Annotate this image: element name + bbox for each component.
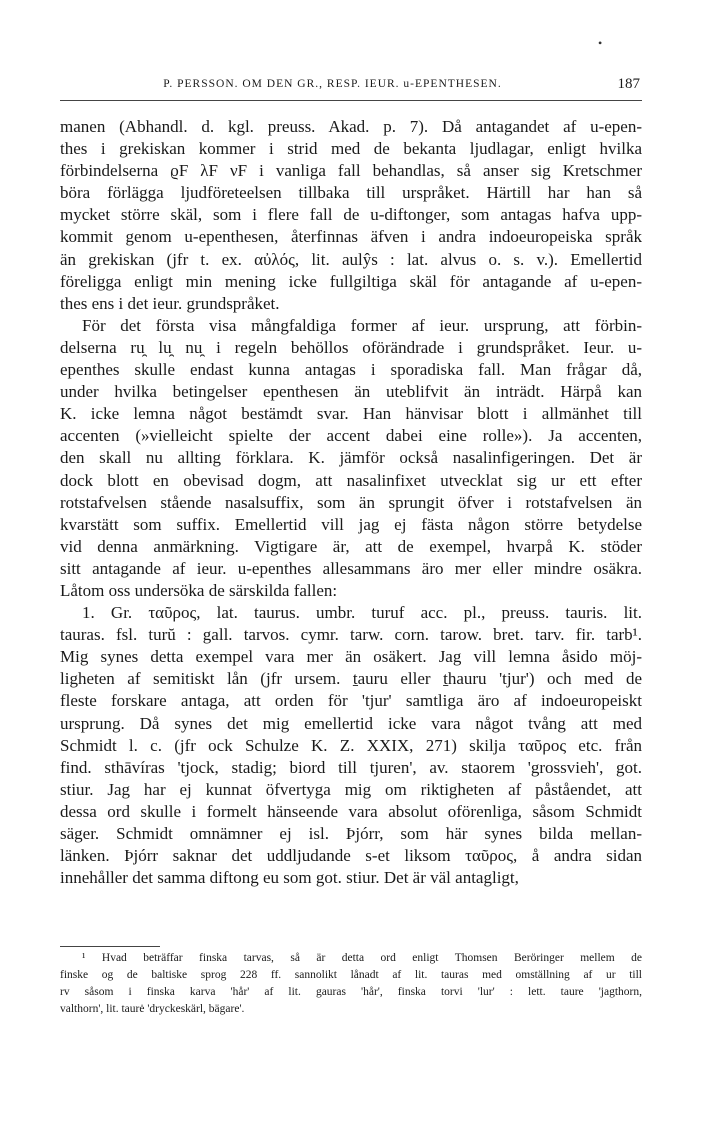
footnote-line: ¹ Hvad beträffar finska tarvas, så är detta ord enligt Thomsen Beröringer mellem de — [82, 952, 642, 964]
body-text-line: Schmidt l. c. (jfr ock Schulze K. Z. XXIX, 271) skilja ταῦρος etc. från — [60, 735, 642, 755]
body-text-line: epenthes skulle endast kunna antagas i sporadiska fall. Man frågar då, — [60, 360, 642, 380]
body-text-line: länken. Þjórr saknar det uddljudande s-et liksom ταῦρος, å andra sidan — [60, 846, 642, 866]
body-text-line: böra förlägga ljudföreteelsen tillbaka till urspråket. Härtill har han så — [60, 183, 642, 203]
body-text-line: vid denna anmärkning. Vigtigare är, att de exempel, hvarpå K. stöder — [60, 536, 642, 556]
body-text-line: find. sthāvíras 'tjock, stadig; biord till tjuren', av. staorem 'grossvieh', got. — [60, 757, 642, 777]
body-text-line: stiur. Jag har ej kunnat öfvertyga mig om riktigheten af påståendet, att — [60, 779, 642, 799]
running-head-title: P. PERSSON. OM DEN GR., RESP. IEUR. u-EPENTHESEN. — [163, 78, 502, 90]
corner-mark: • — [598, 36, 603, 50]
footnote-line: valthorn', lit. taurė 'dryckeskärl, bägare'. — [60, 1003, 245, 1015]
body-text-line: thes ens i det ieur. grundspråket. — [60, 293, 280, 313]
body-text-line: än grekiskan (jfr t. ex. αὐλός, lit. aulŷs : lat. alvus o. s. v.). Emellertid — [60, 249, 642, 269]
footnote-line: finske og de baltiske sprog 228 ff. sannolikt lånadt af lit. tauras med omställning af ur till — [60, 969, 642, 981]
body-text-line: mycket större skäl, som i flere fall de u-diftonger, som antagas hafva upp- — [60, 205, 642, 225]
body-text-line: rotstafvelsen stående nasalsuffix, som än sprungit öfver i rotstafvelsen än — [60, 492, 642, 512]
body-text — [60, 116, 642, 889]
footnote — [60, 950, 642, 1018]
body-text-line: thes i grekiskan kommer i strid med de bekanta ljudlagar, enligt hvilka — [60, 139, 642, 159]
body-text-line: förbindelserna ϱF λF νF i vanliga fall behandlas, så anser sig Kretschmer — [60, 161, 642, 181]
body-text-line: den skall nu allting förklara. K. jämför också nasalinfigeringen. Det är — [60, 448, 642, 468]
body-text-line: Mig synes detta exempel vara mer än osäkert. Jag vill lemna åsido möj- — [60, 647, 642, 667]
page-number: 187 — [617, 76, 640, 92]
body-text-line: delserna ru̯ lu̯ nu̯ i regeln behöllos oförändrade i grundspråket. Ieur. u- — [60, 337, 642, 357]
body-text-line: kvarstätt som suffix. Emellertid vill jag ej fästa någon större betydelse — [60, 514, 642, 534]
body-text-line: fleste forskare antaga, att orden för 'tjur' samtliga äro af indoeuropeiskt — [60, 691, 642, 711]
header-rule — [60, 100, 642, 101]
body-text-line: sitt antagande af ieur. u-epenthes allesammans äro mer eller mindre osäkra. — [60, 558, 642, 578]
body-text-line: kommit genom u-epenthesen, återfinnas äfven i andra indoeuropeiska språk — [60, 227, 642, 247]
body-text-line: säger. Schmidt omnämner ej isl. Þjórr, som här synes bilda mellan- — [60, 824, 642, 843]
body-text-line: 1. Gr. ταῦρος, lat. taurus. umbr. turuf acc. pl., preuss. tauris. lit. — [82, 603, 642, 623]
body-text-line: För det första visa mångfaldiga former af ieur. ursprung, att förbin- — [82, 315, 642, 335]
footnote-line: rv såsom i finska karva 'hår' af lit. gauras 'hår', finska torvi 'lur' : lett. taure 'jagthorn, — [60, 986, 642, 998]
body-text-line: accenten (»vielleicht spielte der accent dabei eine rolle»). Ja accenten, — [60, 426, 642, 446]
body-text-line: föreligga enligt min mening icke fullgiltiga skäl för antagande af u-epen- — [60, 271, 642, 291]
body-text-line: ligheten af semitiskt lån (jfr ursem. ṯauru eller ṯhauru 'tjur') och med de — [60, 669, 642, 689]
body-text-line: K. icke lemna något bestämdt svar. Han hänvisar blott i allmänhet till — [60, 404, 642, 424]
body-text-line: tauras. fsl. turŭ : gall. tarvos. cymr. tarw. corn. tarow. bret. tarv. fir. tarb¹. — [60, 625, 642, 645]
body-text-line: dock blott en obevisad dogm, att nasalinfixet utvecklat sig ur ett efter — [60, 470, 642, 490]
footnote-rule — [60, 946, 160, 947]
body-text-line: Låtom oss undersöka de särskilda fallen: — [60, 580, 338, 600]
running-head — [60, 76, 640, 98]
body-text-line: innehåller det samma diftong eu som got. stiur. Det är väl antagligt, — [60, 868, 519, 888]
body-text-line: under hvilka betingelser epenthesen än uteblifvit än inträdt. Härpå kan — [60, 382, 642, 402]
body-text-line: dessa ord skulle i formelt hänseende vara absolut oförenliga, såsom Schmidt — [60, 801, 642, 821]
body-text-line: manen (Abhandl. d. kgl. preuss. Akad. p. 7). Då antagandet af u-epen- — [60, 117, 642, 136]
body-text-line: ursprung. Då synes det mig emellertid icke vara något tvång att med — [60, 713, 642, 733]
